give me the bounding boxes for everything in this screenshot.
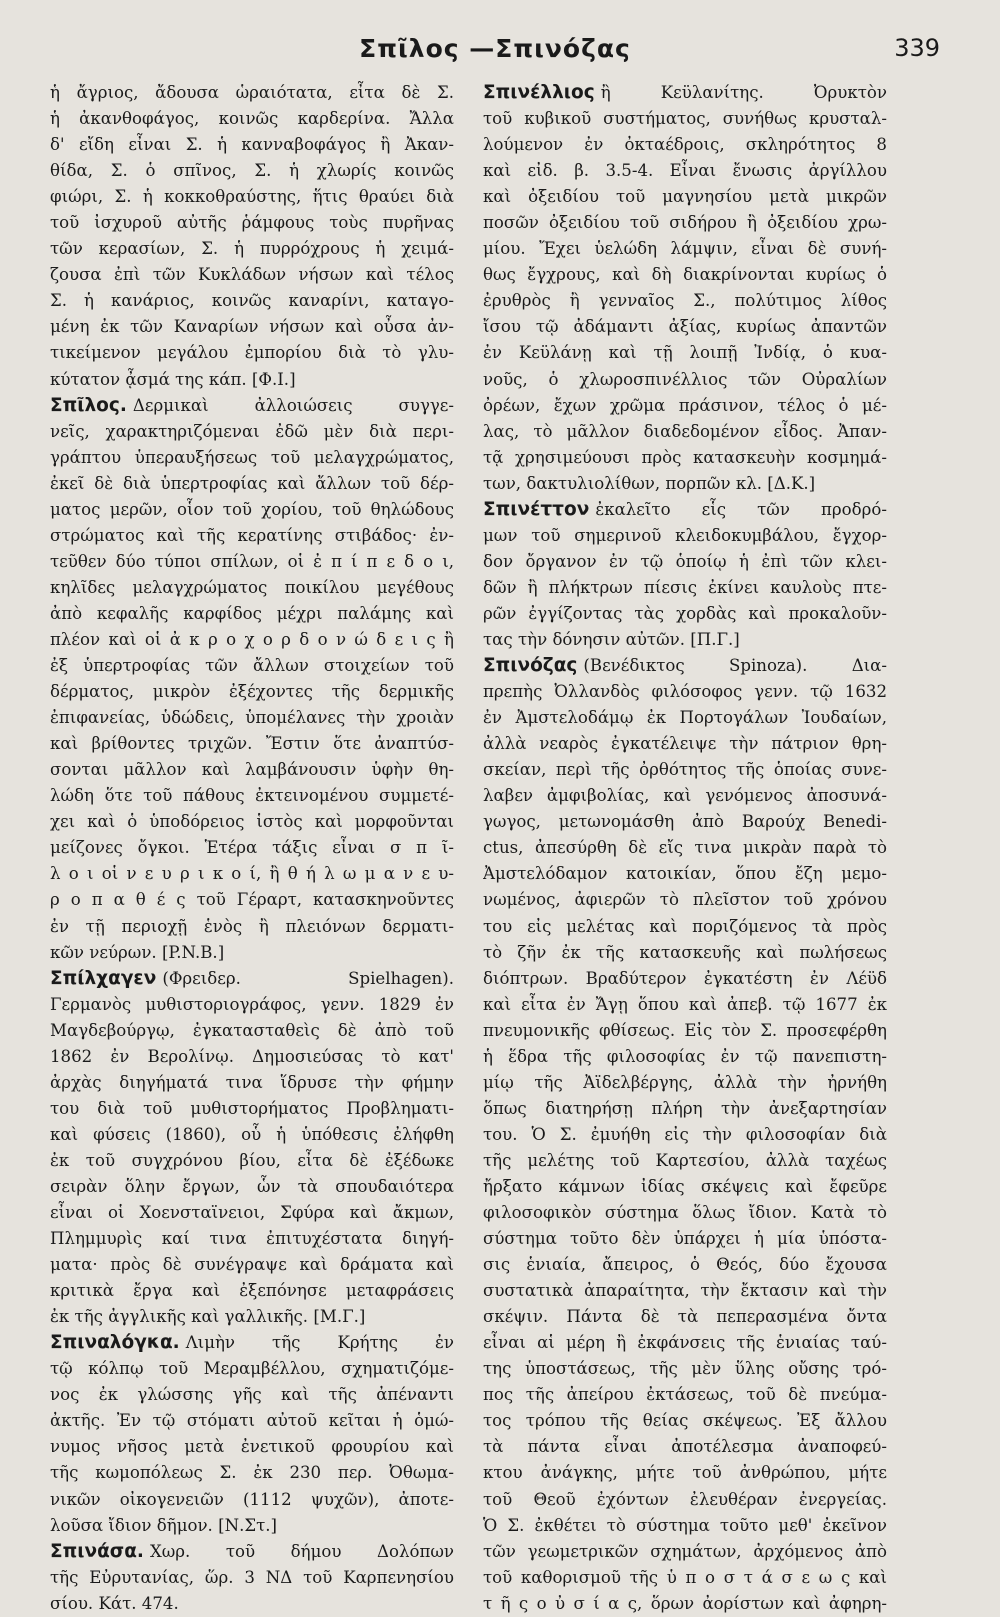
text-line (483, 288, 887, 314)
line-text: Ὁ Σ. ἐκθέτει τὸ σύστημα τοῦτο μεθ' ἐκεῖνον (483, 1515, 887, 1535)
text-line (483, 1460, 887, 1486)
text-line (483, 445, 887, 471)
line-text: δον ὄργανον ἐν τῷ ὁποίῳ ἡ ἐπὶ τῶν κλει- (483, 551, 887, 571)
text-line (50, 627, 454, 653)
line-text: ἤρξατο κάμνων ἰδίας σκέψεις καὶ ἔφεῦρε (483, 1176, 887, 1196)
line-text: κτου ἀνάγκης, μήτε τοῦ ἀνθρώπου, μήτε (483, 1463, 887, 1483)
text-line (50, 262, 454, 288)
line-text: κῶν νεύρων. [P.N.B.] (50, 942, 225, 962)
text-line (50, 757, 454, 783)
line-text: πνευμονικῆς φθίσεως. Εἰς τὸν Σ. προσεφέρθη (483, 1020, 887, 1040)
text-line (483, 966, 887, 992)
line-text: νικῶν οἰκογενειῶν (1112 ψυχῶν), ἀποτε- (50, 1489, 454, 1509)
text-line (483, 1018, 887, 1044)
text-line (50, 861, 454, 887)
entry-headword: Σπιναλόγκα. (50, 1332, 180, 1354)
text-line (50, 940, 454, 966)
line-text: ἡ ἀκανθοφάγος, κοινῶς καρδερίνα. Ἄλλα (50, 109, 454, 129)
line-text: νος ἐκ γλώσσης γῆς καὶ τῆς ἀπέναντι (50, 1385, 454, 1405)
text-line (50, 1278, 454, 1304)
line-text: του διὰ τοῦ μυθιστορήματος Προβληματι- (50, 1098, 454, 1118)
text-line (483, 1356, 887, 1382)
text-line (483, 1304, 887, 1330)
text-line (50, 288, 454, 314)
line-text: ἐπιφανείας, ὑδώδεις, ὑπομέλανες τὴν χροιὰν (50, 708, 454, 728)
line-text: νεῖς, χαρακτηριζόμεναι ἐδῶ μὲν διὰ περι- (50, 421, 454, 441)
line-text: μων τοῦ σημερινοῦ κλειδοκυμβάλου, ἔγχορ- (483, 525, 887, 545)
text-line (50, 1018, 454, 1044)
text-line (483, 1252, 887, 1278)
text-line (483, 236, 887, 262)
line-text: ὀρέων, ἔχων χρῶμα πράσινον, τέλος ὁ μέ- (483, 395, 887, 415)
line-text: 1862 ἐν Βερολίνῳ. Δημοσιεύσας τὸ κατ' (50, 1046, 454, 1066)
line-text: τῶν γεωμετρικῶν σχημάτων, ἀρχόμενος ἀπὸ (483, 1541, 887, 1561)
line-text: λώδη ὅτε τοῦ πάθους ἐκτεινομένου συμμετέ- (50, 786, 454, 806)
text-line (483, 627, 887, 653)
text-line (50, 471, 454, 497)
text-line (483, 314, 887, 340)
line-text: λαβεν ἀμφιβολίας, καὶ γενόμενος ἀποσυνά- (483, 786, 887, 806)
text-line (50, 1200, 454, 1226)
line-text: ctus, ἀπεσύρθη δὲ εἴς τινα μικρὰν παρὰ τὸ (483, 838, 887, 858)
line-text: διόπτρων. Βραδύτερον ἐγκατέστη ἐν Λέϋδ (483, 968, 887, 988)
running-head (50, 34, 940, 68)
line-text: του. Ὁ Σ. ἐμυήθη εἰς τὴν φιλοσοφίαν διὰ (483, 1124, 887, 1144)
text-line (50, 1382, 454, 1408)
entry-headword: Σπινόζας (483, 655, 578, 677)
text-line (50, 914, 454, 940)
text-line (50, 184, 454, 210)
line-text: καὶ βρίθοντες τριχῶν. Ἔστιν ὅτε ἀναπτύσ- (50, 734, 454, 754)
line-text: καὶ εἰδ. β. 3.5-4. Εἶναι ἔνωσις ἀργίλλου (483, 161, 887, 181)
line-text: ἡ ἕδρα τῆς φιλοσοφίας ἐν τῷ πανεπιστη- (483, 1046, 887, 1066)
line-text: τοῦ καθορισμοῦ τῆς ὑ π ο σ τ ά σ ε ω ς καὶ (483, 1567, 887, 1587)
line-text: συστατικὰ ἀπαραίτητα, τὴν ἔκτασιν καὶ τὴν (483, 1281, 887, 1301)
line-text: γράπτου ὑπεραυξήσεως τοῦ μελαγχρώματος, (50, 447, 454, 467)
line-text: Ἀμστελόδαμον κατοικίαν, ὅπου ἔζη μεμο- (483, 864, 887, 884)
line-text: σκέψιν. Πάντα δὲ τὰ πεπερασμένα ὄντα (483, 1307, 887, 1327)
text-line (483, 184, 887, 210)
line-text: καὶ φύσεις (1860), οὗ ἡ ὑπόθεσις ἐλήφθη (50, 1124, 454, 1144)
text-line (483, 1382, 887, 1408)
line-text: λοῦσα ἴδιον δῆμον. [Ν.Στ.] (50, 1515, 278, 1535)
line-text: ἀπὸ κεφαλῆς καρφίδος μέχρι παλάμης καὶ (50, 603, 454, 623)
line-text: ἐκαλεῖτο εἷς τῶν προδρό- (595, 499, 887, 519)
line-text: κύτατον ᾆσμά της κάπ. [Φ.Ι.] (50, 369, 296, 389)
line-text: δ' εἴδη εἶναι Σ. ἡ κανναβοφάγος ἢ Ἀκαν- (50, 135, 454, 155)
text-line (50, 1565, 454, 1591)
text-line (50, 575, 454, 601)
line-text: λας, τὸ μᾶλλον διαδεδομένον εἶδος. Ἀπαν- (483, 421, 887, 441)
entry-headword: Σπινάσα. (50, 1540, 144, 1562)
line-text: Γερμανὸς μυθιστοριογράφος, γενν. 1829 ἐν (50, 994, 454, 1014)
text-line (50, 705, 454, 731)
text-line (483, 1487, 887, 1513)
text-line (483, 497, 887, 523)
text-line (50, 731, 454, 757)
text-line (50, 1539, 454, 1565)
line-text: ποσῶν ὀξειδίου τοῦ σιδήρου ἢ ὀξειδίου χρω- (483, 213, 887, 233)
entry-headword: Σπινέττον (483, 498, 590, 520)
text-line (483, 835, 887, 861)
text-line (483, 1278, 887, 1304)
line-text: φιώρι, Σ. ἡ κοκκοθραύστης, ἥτις θραύει διὰ (50, 187, 454, 207)
line-text: ἐκ τοῦ συγχρόνου βίου, εἶτα δὲ ἐξέδωκε (50, 1150, 454, 1170)
text-line (50, 1096, 454, 1122)
text-line (483, 1200, 887, 1226)
text-line (50, 497, 454, 523)
text-line (483, 1408, 887, 1434)
line-text: τοῦ Θεοῦ ἐχόντων ἐλευθέραν ἐνεργείας. (483, 1489, 887, 1509)
line-text: εἶναι αἱ μέρη ἢ ἐκφάνσεις τῆς ἑνιαίας ταύ- (483, 1333, 887, 1353)
text-line (483, 367, 887, 393)
text-line (483, 523, 887, 549)
line-text: ἐρυθρὸς ἢ γενναῖος Σ., πολύτιμος λίθος (483, 291, 887, 311)
text-line (483, 106, 887, 132)
line-text: τὰ πάντα εἶναι ἀποτέλεσμα ἀναποφεύ- (483, 1437, 887, 1457)
line-text: σονται μᾶλλον καὶ λαμβάνουσιν ὑφὴν θη- (50, 760, 454, 780)
line-text: τᾷ χρησιμεύουσι πρὸς κατασκευὴν κοσμημά- (483, 447, 887, 467)
text-line (50, 445, 454, 471)
text-line (483, 1513, 887, 1539)
text-line (483, 1591, 887, 1617)
line-text: των, δακτυλιολίθων, πορπῶν κλ. [Δ.Κ.] (483, 473, 816, 493)
text-line (50, 132, 454, 158)
line-text: γωγος, μετωνομάσθη ἀπὸ Βαρούχ Benedi- (483, 812, 887, 832)
text-line (50, 340, 454, 366)
line-text: τῆς Εὐρυτανίας, ὥρ. 3 ΝΔ τοῦ Καρπενησίου (50, 1567, 454, 1587)
line-text: Σ. ἡ κανάριος, κοινῶς καναρίνι, καταγο- (50, 291, 454, 311)
text-line (50, 783, 454, 809)
line-text: νωμένος, ἀφιερῶν τὸ πλεῖστον τοῦ χρόνου (483, 890, 887, 910)
text-line (50, 106, 454, 132)
line-text: τῷ κόλπῳ τοῦ Μεραμβέλλου, σχηματιζόμε- (50, 1359, 454, 1379)
text-line (483, 653, 887, 679)
text-line (50, 1330, 454, 1356)
line-text: θίδα, Σ. ὁ σπῖνος, Σ. ἡ χλωρίς κοινῶς (50, 161, 454, 181)
text-line (50, 1460, 454, 1486)
line-text: ἀκτῆς. Ἐν τῷ στόματι αὐτοῦ κεῖται ἡ ὁμώ- (50, 1411, 454, 1431)
line-text: δῶν ἢ πλήκτρων πίεσις ἐκίνει καυλοὺς πτε- (483, 577, 887, 597)
text-line (483, 1330, 887, 1356)
line-text: ἀρχὰς διηγήματά τινα ἵδρυσε τὴν φήμην (50, 1072, 454, 1092)
text-line (50, 835, 454, 861)
text-line (483, 940, 887, 966)
text-line (483, 1226, 887, 1252)
text-line (50, 1513, 454, 1539)
text-line (483, 757, 887, 783)
line-text: πλέον καὶ οἱ ἀ κ ρ ο χ ο ρ δ ο ν ώ δ ε ι ς ἢ (50, 629, 454, 649)
text-line (483, 861, 887, 887)
text-line (50, 80, 454, 106)
line-text: ἴσου τῷ ἀδάμαντι ἀξίας, κυρίως ἀπαντῶν (483, 317, 887, 337)
line-text: Πλημμυρὶς καί τινα ἐπιτυχέστατα διηγή- (50, 1229, 454, 1249)
text-line (50, 1122, 454, 1148)
text-line (483, 914, 887, 940)
line-text: (Βενέδικτος Spinoza). Δια- (583, 656, 887, 676)
line-text: φιλοσοφικὸν σύστημα ὅλως ἴδιον. Κατὰ τὸ (483, 1203, 887, 1223)
line-text: τος τρόπου τῆς θείας σκέψεως. Ἐξ ἄλλου (483, 1411, 887, 1431)
text-line (483, 1565, 887, 1591)
line-text: Δερμικαὶ ἀλλοιώσεις συγγε- (132, 395, 454, 415)
text-line (50, 679, 454, 705)
line-text: νοῦς, ὁ χλωροσπινέλλιος τῶν Οὐραλίων (483, 369, 887, 389)
text-line (50, 1148, 454, 1174)
text-line (50, 1044, 454, 1070)
text-line (50, 1356, 454, 1382)
text-line (483, 1044, 887, 1070)
text-line (50, 1304, 454, 1330)
line-text: ἡ ἄγριος, ἄδουσα ὡραιότατα, εἶτα δὲ Σ. (50, 83, 454, 102)
line-text: λ ο ι οἱ ν ε υ ρ ι κ ο ί, ἢ θ ή λ ω μ α ν ε υ- (50, 864, 454, 884)
line-text: της ὑποστάσεως, τῆς μὲν ὕλης οὔσης τρό- (483, 1359, 887, 1379)
text-line (483, 992, 887, 1018)
text-line (483, 393, 887, 419)
text-line (50, 966, 454, 992)
text-line (50, 1252, 454, 1278)
line-text: σειρὰν ὅλην ἔργων, ὧν τὰ σπουδαιότερα (50, 1176, 454, 1196)
text-line (483, 705, 887, 731)
text-line (483, 1148, 887, 1174)
line-text: κηλῖδες μελαγχρώματος ποικίλου μεγέθους (50, 577, 454, 597)
text-line (50, 549, 454, 575)
text-line (483, 731, 887, 757)
text-line (50, 1487, 454, 1513)
text-line (483, 262, 887, 288)
line-text: ἐν Κεϋλάνῃ καὶ τῇ λοιπῇ Ἰνδίᾳ, ὁ κυα- (483, 343, 887, 363)
line-text: σις ἑνιαία, ἄπειρος, ὁ Θεός, δύο ἔχουσα (483, 1255, 887, 1275)
line-text: σίου. Κάτ. 474. (50, 1593, 179, 1613)
line-text: Μαγδεβούργῳ, ἐγκατασταθεὶς δὲ ἀπὸ τοῦ (50, 1020, 454, 1040)
text-line (483, 158, 887, 184)
line-text: δέρματος, μικρὸν ἐξέχοντες τῆς δερμικῆς (50, 682, 454, 702)
text-line (483, 132, 887, 158)
text-line (50, 887, 454, 913)
entry-headword: Σπῖλος. (50, 394, 127, 416)
text-line (50, 653, 454, 679)
line-text: καὶ ὀξειδίου τοῦ μαγνησίου μετὰ μικρῶν (483, 187, 887, 207)
line-text: λούμενον ἐν ὀκταέδροις, σκληρότητος 8 (483, 135, 887, 155)
line-text: ζουσα ἐπὶ τῶν Κυκλάδων νήσων καὶ τέλος (50, 265, 454, 285)
line-text: τοῦ κυβικοῦ συστήματος, συνήθως κρυσταλ- (483, 109, 887, 129)
line-text: μένη ἐκ τῶν Καναρίων νήσων καὶ οὖσα ἀν- (50, 317, 454, 337)
line-text: πος τῆς ἀπείρου ἐκτάσεως, τοῦ δὲ πνεύμα- (483, 1385, 887, 1405)
line-text: του εἰς μελέτας καὶ ποριζόμενος τὰ πρὸς (483, 916, 887, 936)
line-text: τικείμενον μεγάλου ἐμπορίου διὰ τὸ γλυ- (50, 343, 454, 363)
text-line (483, 679, 887, 705)
line-text: πρεπὴς Ὀλλανδὸς φιλόσοφος γενν. τῷ 1632 (483, 682, 887, 702)
line-text: μείζονες ὄγκοι. Ἑτέρα τάξις εἶναι σ π ῖ- (50, 838, 454, 858)
line-text: νυμος νῆσος μετὰ ἐνετικοῦ φρουρίου καὶ (50, 1437, 454, 1457)
line-text: τοῦ ἰσχυροῦ αὐτῆς ῥάμφους τοὺς πυρῆνας (50, 213, 454, 233)
text-line (50, 1591, 454, 1617)
text-line (50, 367, 454, 393)
text-line (50, 1226, 454, 1252)
right-column (483, 80, 887, 1617)
text-line (50, 419, 454, 445)
text-line (483, 1122, 887, 1148)
line-text: τῶν κερασίων, Σ. ἡ πυρρόχρους ἡ χειμά- (50, 239, 454, 259)
line-text: ἢ Κεϋλανίτης. Ὀρυκτὸν (600, 83, 887, 102)
left-column (50, 80, 454, 1617)
line-text: ματος μερῶν, οἷον τοῦ χορίου, τοῦ θηλώδους (50, 499, 454, 519)
text-line (483, 340, 887, 366)
line-text: ὅπως διατηρήσῃ πλήρη τὴν ἀνεξαρτησίαν (483, 1098, 887, 1118)
text-line (483, 783, 887, 809)
line-text: μίῳ τῆς Ἀϊδελβέργης, ἀλλὰ τὴν ἠρνήθη (483, 1072, 887, 1092)
line-text: ἐν τῇ περιοχῇ ἑνὸς ἢ πλειόνων δερματι- (50, 916, 454, 936)
line-text: ἐκ τῆς ἀγγλικῆς καὶ γαλλικῆς. [Μ.Γ.] (50, 1307, 366, 1327)
text-line (50, 1070, 454, 1096)
entry-headword: Σπίλχαγεν (50, 967, 157, 989)
text-line (483, 601, 887, 627)
line-text: στρώματος καὶ τῆς κερατίνης στιβάδος· ἐν- (50, 525, 454, 545)
text-line (483, 887, 887, 913)
text-line (50, 1408, 454, 1434)
line-text: ἐκεῖ δὲ διὰ ὑπερτροφίας καὶ ἄλλων τοῦ δέρ- (50, 473, 454, 493)
line-text: ἐξ ὑπερτροφίας τῶν ἄλλων στοιχείων τοῦ (50, 656, 454, 676)
text-line (50, 1174, 454, 1200)
line-text: μίου. Ἔχει ὑελώδη λάμψιν, εἶναι δὲ συνή- (483, 239, 887, 259)
text-line (50, 210, 454, 236)
page-number: 339 (894, 34, 940, 62)
text-line (483, 1174, 887, 1200)
line-text: ἐν Ἀμστελοδάμῳ ἐκ Πορτογάλων Ἰουδαίων, (483, 708, 887, 728)
text-line (483, 419, 887, 445)
line-text: Χωρ. τοῦ δήμου Δολόπων (149, 1541, 454, 1561)
text-line (50, 809, 454, 835)
running-title: Σπῖλος —Σπινόζας (359, 34, 631, 63)
line-text: (Φρειδερ. Spielhagen). (162, 968, 454, 988)
text-line (483, 1434, 887, 1460)
line-text: ματα· πρὸς δὲ συνέγραψε καὶ δράματα καὶ (50, 1255, 454, 1275)
text-line (50, 992, 454, 1018)
line-text: τας τὴν δόνησιν αὐτῶν. [Π.Γ.] (483, 629, 740, 649)
line-text: κριτικὰ ἔργα καὶ ἐξεπόνησε μεταφράσεις (50, 1281, 454, 1301)
line-text: ρ ο π α θ έ ς τοῦ Γέραρτ, κατασκηνοῦντες (50, 890, 454, 910)
line-text: θως ἔγχρους, καὶ δὴ διακρίνονται κυρίως ὁ (483, 265, 887, 285)
text-line (50, 523, 454, 549)
text-line (50, 601, 454, 627)
line-text: καὶ εἶτα ἐν Ἄγῃ ὅπου καὶ ἀπεβ. τῷ 1677 ἐκ (483, 994, 887, 1014)
text-line (483, 809, 887, 835)
text-line (483, 471, 887, 497)
text-line (50, 314, 454, 340)
text-line (483, 575, 887, 601)
text-line (483, 549, 887, 575)
text-line (50, 158, 454, 184)
text-line (483, 1539, 887, 1565)
line-text: τεῦθεν δύο τύποι σπίλων, οἱ ἐ π ί π ε δ ο ι, (50, 551, 454, 571)
text-line (50, 1434, 454, 1460)
line-text: εἶναι οἱ Χοενσταϊνειοι, Σφύρα καὶ ἄκμων, (50, 1203, 454, 1223)
line-text: τῆς μελέτης τοῦ Καρτεσίου, ἀλλὰ ταχέως (483, 1150, 887, 1170)
text-line (50, 236, 454, 262)
text-line (483, 210, 887, 236)
line-text: ρῶν ἐγγίζοντας τὰς χορδὰς καὶ προκαλοῦν- (483, 603, 887, 623)
text-line (483, 1070, 887, 1096)
line-text: ἀλλὰ νεαρὸς ἐγκατέλειψε τὴν πάτριον θρη- (483, 734, 887, 754)
text-line (50, 393, 454, 419)
line-text: τὸ ζῆν ἐκ τῆς κατασκευῆς καὶ πωλήσεως (483, 942, 887, 962)
entry-headword: Σπινέλλιος (483, 82, 595, 103)
line-text: τ ῆ ς ο ὐ σ ί α ς, ὅρων ἀορίστων καὶ ἀφηρη- (483, 1593, 887, 1613)
line-text: τῆς κωμοπόλεως Σ. ἐκ 230 περ. Ὀθωμα- (50, 1463, 454, 1483)
line-text: Λιμὴν τῆς Κρήτης ἐν (185, 1333, 454, 1353)
line-text: σκείαν, περὶ τῆς ὀρθότητος τῆς ὁποίας συνε- (483, 760, 887, 780)
line-text: σύστημα τοῦτο δὲν ὑπάρχει ἡ μία ὑπόστα- (483, 1229, 887, 1249)
text-line (483, 80, 887, 106)
line-text: χει καὶ ὁ ὑποδόρειος ἱστὸς καὶ μορφοῦνται (50, 812, 454, 832)
text-line (483, 1096, 887, 1122)
